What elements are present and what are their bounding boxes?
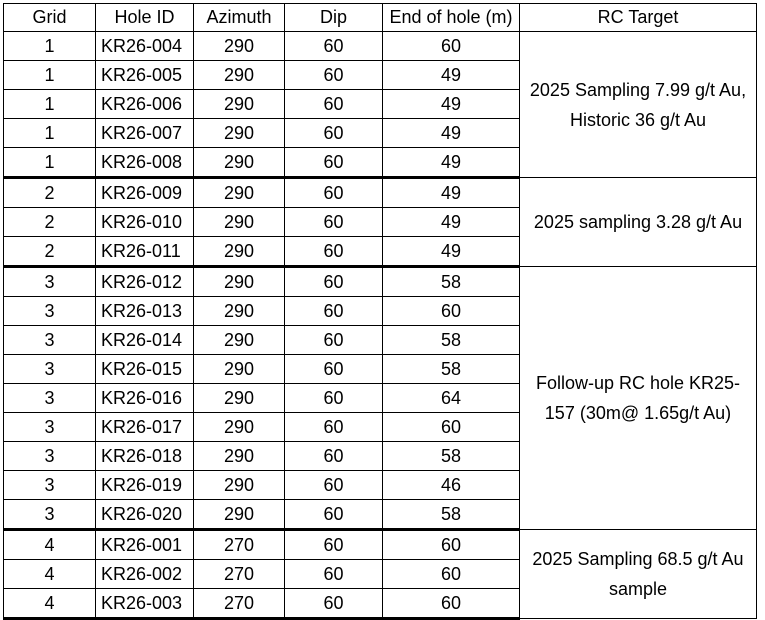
cell-dip: 60 [285, 355, 383, 384]
cell-grid: 3 [4, 267, 96, 297]
cell-dip: 60 [285, 61, 383, 90]
cell-hole-id: KR26-007 [96, 119, 194, 148]
cell-end-of-hole: 49 [383, 90, 520, 119]
cell-hole-id: KR26-004 [96, 32, 194, 61]
table-row [4, 178, 757, 208]
cell-grid: 2 [4, 178, 96, 208]
cell-azimuth: 290 [194, 61, 285, 90]
cell-hole-id: KR26-002 [96, 560, 194, 589]
cell-hole-id: KR26-016 [96, 384, 194, 413]
cell-hole-id: KR26-020 [96, 500, 194, 530]
cell-end-of-hole: 49 [383, 208, 520, 237]
cell-azimuth: 290 [194, 119, 285, 148]
cell-azimuth: 290 [194, 384, 285, 413]
cell-azimuth: 290 [194, 90, 285, 119]
cell-dip: 60 [285, 589, 383, 619]
cell-hole-id: KR26-017 [96, 413, 194, 442]
cell-azimuth: 290 [194, 471, 285, 500]
cell-azimuth: 290 [194, 148, 285, 178]
cell-dip: 60 [285, 500, 383, 530]
cell-grid: 1 [4, 32, 96, 61]
cell-grid: 3 [4, 471, 96, 500]
cell-azimuth: 290 [194, 208, 285, 237]
cell-end-of-hole: 58 [383, 355, 520, 384]
cell-end-of-hole: 60 [383, 560, 520, 589]
cell-dip: 60 [285, 413, 383, 442]
cell-dip: 60 [285, 237, 383, 267]
cell-dip: 60 [285, 442, 383, 471]
cell-hole-id: KR26-013 [96, 297, 194, 326]
cell-rc-target: 2025 Sampling 68.5 g/t Au sample [520, 530, 757, 619]
cell-end-of-hole: 60 [383, 413, 520, 442]
cell-grid: 2 [4, 208, 96, 237]
cell-end-of-hole: 60 [383, 530, 520, 560]
cell-end-of-hole: 49 [383, 61, 520, 90]
cell-hole-id: KR26-006 [96, 90, 194, 119]
cell-hole-id: KR26-008 [96, 148, 194, 178]
cell-dip: 60 [285, 32, 383, 61]
cell-azimuth: 270 [194, 560, 285, 589]
cell-grid: 4 [4, 589, 96, 619]
cell-dip: 60 [285, 148, 383, 178]
cell-azimuth: 290 [194, 237, 285, 267]
header-row [4, 4, 757, 32]
header-hole-id: Hole ID [96, 4, 194, 32]
cell-grid: 3 [4, 442, 96, 471]
header-grid: Grid [4, 4, 96, 32]
cell-dip: 60 [285, 178, 383, 208]
cell-hole-id: KR26-009 [96, 178, 194, 208]
cell-hole-id: KR26-001 [96, 530, 194, 560]
cell-end-of-hole: 60 [383, 32, 520, 61]
cell-end-of-hole: 58 [383, 442, 520, 471]
cell-grid: 3 [4, 326, 96, 355]
cell-grid: 3 [4, 355, 96, 384]
cell-rc-target: 2025 Sampling 7.99 g/t Au, Historic 36 g/t Au [520, 32, 757, 178]
cell-end-of-hole: 46 [383, 471, 520, 500]
cell-dip: 60 [285, 530, 383, 560]
cell-hole-id: KR26-014 [96, 326, 194, 355]
cell-hole-id: KR26-018 [96, 442, 194, 471]
table-row [4, 530, 757, 560]
cell-dip: 60 [285, 326, 383, 355]
header-rc-target: RC Target [520, 4, 757, 32]
cell-end-of-hole: 60 [383, 589, 520, 619]
table-row [4, 32, 757, 61]
cell-dip: 60 [285, 297, 383, 326]
cell-azimuth: 290 [194, 297, 285, 326]
cell-hole-id: KR26-010 [96, 208, 194, 237]
cell-end-of-hole: 64 [383, 384, 520, 413]
cell-hole-id: KR26-012 [96, 267, 194, 297]
header-dip: Dip [285, 4, 383, 32]
cell-azimuth: 290 [194, 413, 285, 442]
cell-azimuth: 290 [194, 178, 285, 208]
cell-end-of-hole: 58 [383, 500, 520, 530]
cell-azimuth: 290 [194, 500, 285, 530]
cell-rc-target: 2025 sampling 3.28 g/t Au [520, 178, 757, 267]
cell-end-of-hole: 49 [383, 148, 520, 178]
cell-dip: 60 [285, 119, 383, 148]
header-azimuth: Azimuth [194, 4, 285, 32]
cell-end-of-hole: 58 [383, 326, 520, 355]
cell-hole-id: KR26-005 [96, 61, 194, 90]
drill-plan-table-container [3, 3, 757, 620]
cell-grid: 1 [4, 90, 96, 119]
cell-grid: 4 [4, 560, 96, 589]
cell-end-of-hole: 49 [383, 237, 520, 267]
cell-azimuth: 270 [194, 530, 285, 560]
cell-grid: 1 [4, 148, 96, 178]
cell-grid: 3 [4, 413, 96, 442]
cell-grid: 3 [4, 500, 96, 530]
cell-hole-id: KR26-011 [96, 237, 194, 267]
cell-azimuth: 290 [194, 355, 285, 384]
cell-dip: 60 [285, 267, 383, 297]
cell-grid: 2 [4, 237, 96, 267]
cell-dip: 60 [285, 208, 383, 237]
cell-azimuth: 270 [194, 589, 285, 619]
cell-grid: 1 [4, 119, 96, 148]
table-body [4, 32, 757, 619]
cell-azimuth: 290 [194, 267, 285, 297]
table-row [4, 267, 757, 297]
cell-dip: 60 [285, 471, 383, 500]
cell-grid: 3 [4, 384, 96, 413]
cell-azimuth: 290 [194, 326, 285, 355]
cell-hole-id: KR26-015 [96, 355, 194, 384]
cell-dip: 60 [285, 560, 383, 589]
cell-dip: 60 [285, 384, 383, 413]
drill-plan-table [3, 3, 757, 620]
cell-grid: 3 [4, 297, 96, 326]
cell-rc-target: Follow-up RC hole KR25-157 (30m@ 1.65g/t Au) [520, 267, 757, 530]
cell-hole-id: KR26-003 [96, 589, 194, 619]
cell-end-of-hole: 58 [383, 267, 520, 297]
cell-azimuth: 290 [194, 32, 285, 61]
cell-hole-id: KR26-019 [96, 471, 194, 500]
header-end-of-hole: End of hole (m) [383, 4, 520, 32]
cell-dip: 60 [285, 90, 383, 119]
cell-end-of-hole: 60 [383, 297, 520, 326]
cell-grid: 4 [4, 530, 96, 560]
cell-end-of-hole: 49 [383, 119, 520, 148]
cell-azimuth: 290 [194, 442, 285, 471]
cell-grid: 1 [4, 61, 96, 90]
cell-end-of-hole: 49 [383, 178, 520, 208]
